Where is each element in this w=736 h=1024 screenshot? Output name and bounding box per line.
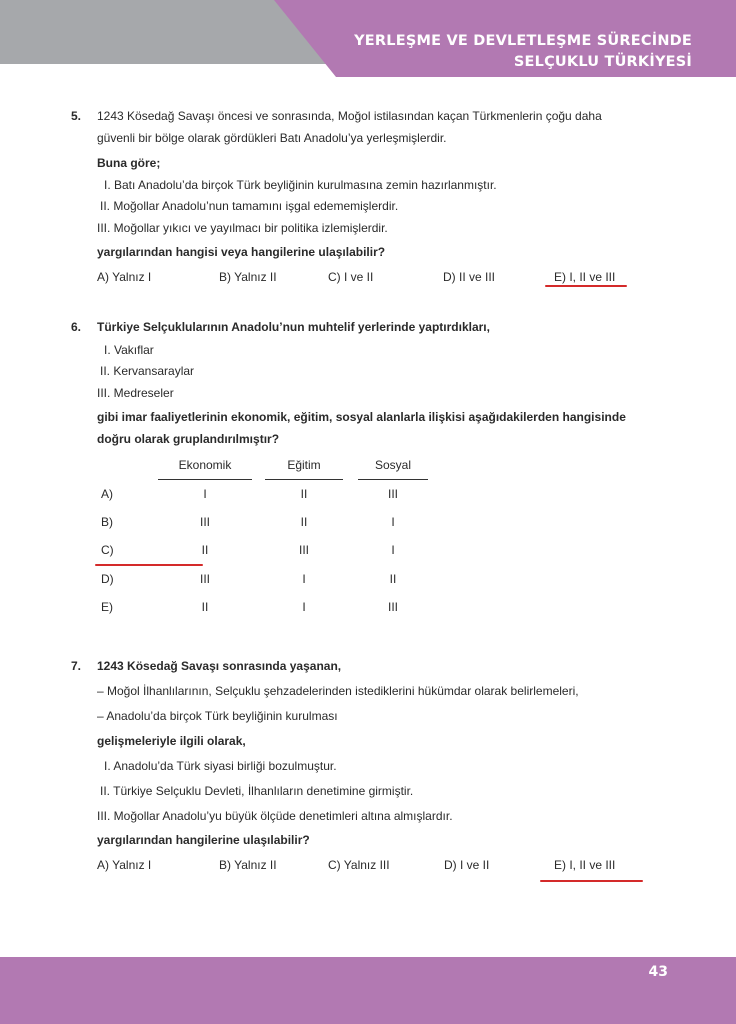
question-number: 5. [71, 109, 82, 123]
question-prompt: yargılarından hangisi veya hangilerine ulaşılabilir? [97, 245, 386, 259]
cell: II [300, 487, 308, 501]
cell: III [298, 543, 309, 557]
question-stem: 1243 Kösedağ Savaşı öncesi ve sonrasında, Moğol istilasından kaçan Türkmenlerin çoğu daha [97, 109, 602, 123]
col-header-ekonomik: Ekonomik [178, 458, 232, 472]
question-prompt-cont: doğru olarak gruplandırılmıştır? [97, 432, 280, 446]
item-2: II. Kervansaraylar [100, 364, 195, 378]
question-stem-cont: güvenli bir bölge olarak gördükleri Batı Anadolu’ya yerleşmişlerdir. [97, 131, 447, 145]
item-3: III. Medreseler [97, 386, 174, 400]
col-header-egitim: Eğitim [287, 458, 321, 472]
chapter-title-line2: SELÇUKLU TÜRKİYESİ [513, 54, 692, 70]
statement-2: II. Türkiye Selçuklu Devleti, İlhanlıların denetimine girmiştir. [100, 784, 414, 798]
question-lead: gelişmeleriyle ilgili olarak, [97, 734, 246, 748]
item-1: I. Vakıflar [104, 343, 154, 357]
question-prompt: gibi imar faaliyetlerinin ekonomik, eğitim, sosyal alanlarla ilişkisi aşağıdakilerden hangisinde [97, 410, 626, 424]
answer-underline [545, 285, 627, 287]
option-b[interactable]: B) Yalnız II [219, 858, 277, 872]
statement-2: II. Moğollar Anadolu’nun tamamını işgal edememişlerdir. [100, 199, 399, 213]
question-prompt: yargılarından hangilerine ulaşılabilir? [97, 833, 310, 847]
cell: II [389, 572, 397, 586]
chapter-title [354, 31, 692, 73]
cell: III [199, 515, 210, 529]
option-c[interactable]: C) Yalnız III [328, 858, 390, 872]
bullet-1: – Moğol İlhanlılarının, Selçuklu şehzadelerinden istediklerini hükümdar olarak belirlemeleri, [97, 684, 579, 698]
row-label: A) [101, 487, 113, 501]
cell: II [201, 600, 209, 614]
option-d[interactable]: D) II ve III [443, 270, 496, 284]
cell: III [387, 487, 398, 501]
question-number: 7. [71, 659, 82, 673]
footer-band [0, 957, 736, 1024]
cell: I [391, 543, 395, 557]
cell: I [302, 572, 306, 586]
question-stem: Türkiye Selçuklularının Anadolu’nun muhtelif yerlerinde yaptırdıkları, [97, 320, 490, 334]
cell: III [199, 572, 210, 586]
option-a[interactable]: A) Yalnız I [97, 270, 152, 284]
cell: I [302, 600, 306, 614]
col-rule [358, 479, 428, 480]
question-stem: 1243 Kösedağ Savaşı sonrasında yaşanan, [97, 659, 342, 673]
row-label: C) [101, 543, 114, 557]
cell: I [203, 487, 207, 501]
statement-3: III. Moğollar yıkıcı ve yayılmacı bir politika izlemişlerdir. [97, 221, 388, 235]
statement-1: I. Batı Anadolu’da birçok Türk beyliğinin kurulmasına zemin hazırlanmıştır. [104, 178, 497, 192]
page-number: 43 [648, 964, 668, 980]
option-c[interactable]: C) I ve II [328, 270, 374, 284]
question-lead: Buna göre; [97, 156, 161, 170]
option-b[interactable]: B) Yalnız II [219, 270, 277, 284]
col-rule [265, 479, 343, 480]
option-e[interactable]: E) I, II ve III [554, 858, 616, 872]
bullet-2: – Anadolu’da birçok Türk beyliğinin kurulması [97, 709, 338, 723]
cell: I [391, 515, 395, 529]
row-label: B) [101, 515, 113, 529]
cell: II [300, 515, 308, 529]
option-d[interactable]: D) I ve II [444, 858, 490, 872]
cell: II [201, 543, 209, 557]
row-label: D) [101, 572, 114, 586]
col-header-sosyal: Sosyal [374, 458, 412, 472]
option-a[interactable]: A) Yalnız I [97, 858, 152, 872]
cell: III [387, 600, 398, 614]
chapter-title-line1: YERLEŞME VE DEVLETLEŞME SÜRECİNDE [354, 33, 692, 49]
question-number: 6. [71, 320, 82, 334]
statement-3: III. Moğollar Anadolu’yu büyük ölçüde denetimleri altına almışlardır. [97, 809, 453, 823]
row-label: E) [101, 600, 113, 614]
col-rule [158, 479, 252, 480]
statement-1: I. Anadolu’da Türk siyasi birliği bozulmuştur. [104, 759, 337, 773]
option-e[interactable]: E) I, II ve III [554, 270, 616, 284]
answer-underline [540, 880, 643, 882]
answer-underline [95, 564, 203, 566]
